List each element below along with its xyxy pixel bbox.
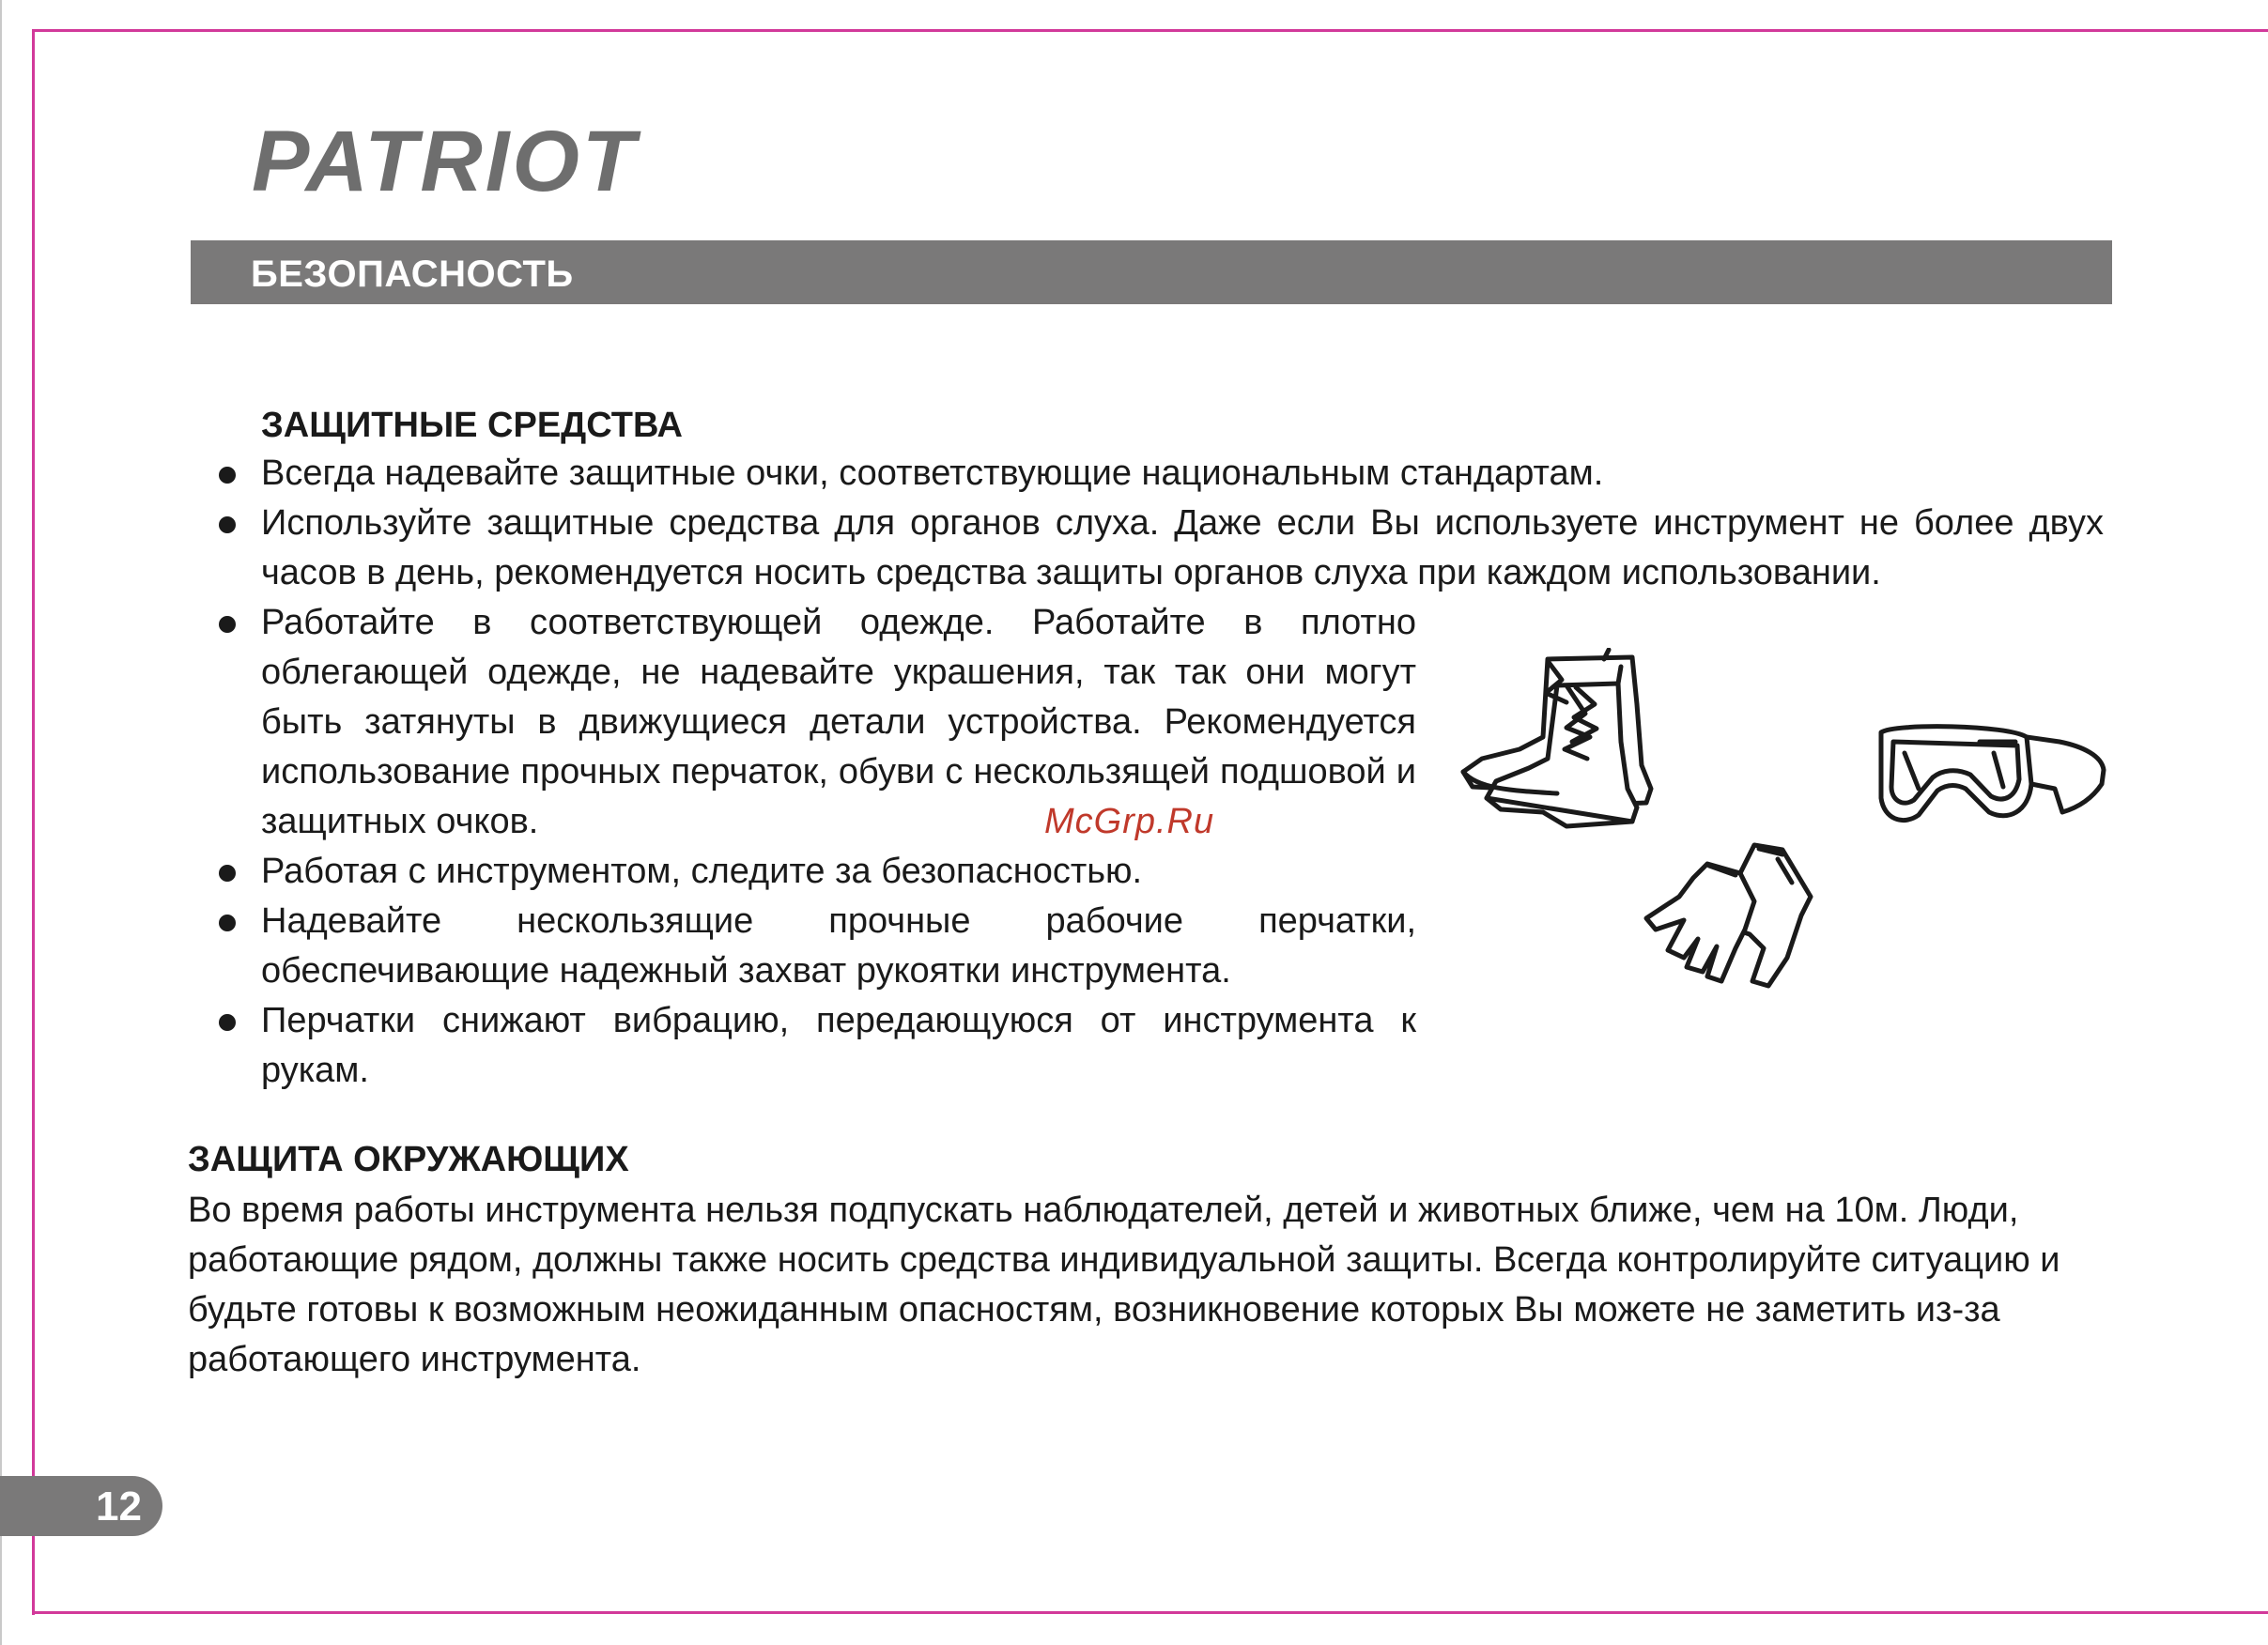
section-band [191, 240, 2112, 304]
trim-line-top [34, 29, 2268, 32]
bystanders-section [188, 1136, 2113, 1385]
page-edge [0, 0, 2, 1645]
list-item: Надевайте нескользящие прочные рабочие перчатки, обеспечивающие надежный захват рукоятки инструмента. [216, 897, 1416, 996]
boots-icon [1463, 650, 1651, 826]
page-number-tab [0, 1476, 162, 1536]
trim-line-left [32, 29, 35, 1615]
trim-line-bottom [34, 1611, 2268, 1614]
list-item: Перчатки снижают вибрацию, передающуюся от инструмента к рукам. [216, 996, 1416, 1096]
page-number: 12 [96, 1484, 142, 1530]
bystanders-heading: ЗАЩИТА ОКРУЖАЮЩИХ [188, 1140, 629, 1179]
list-item: Работайте в соответствующей одежде. Работайте в плотно облегающей одежде, не надевайте украшения, так так они могут быть затянуты в движущиеся детали устройства. Рекомендуется использование прочных перчаток, обуви с нескользящей подшовой и защитных очков. [216, 598, 1416, 847]
gloves-icon [1646, 845, 1811, 986]
protective-gear-illustration [1454, 648, 2111, 1023]
brand-logo: PATRIOT [252, 114, 639, 209]
list-item: Всегда надевайте защитные очки, соответствующие национальным стандартам. [216, 449, 2104, 499]
list-item: Используйте защитные средства для органов слуха. Даже если Вы используете инструмент не более двух часов в день, рекомендуется носить средства защиты органов слуха при каждом использовании. [216, 499, 2104, 598]
bystanders-text: Во время работы инструмента нельзя подпускать наблюдателей, детей и животных ближе, чем на 10м. Люди, работающие рядом, должны также носить средства индивидуальной защиты. Всегда контролируйте ситуацию и будьте готовы к возможным неожиданным опасностям, возникновение которых Вы можете не заметить из-за работающего инструмента. [188, 1191, 2060, 1379]
section-title: БЕЗОПАСНОСТЬ [251, 254, 574, 295]
protective-heading: ЗАЩИТНЫЕ СРЕДСТВА [261, 406, 683, 445]
list-item: Работая с инструментом, следите за безопасностью. [216, 847, 1416, 897]
goggles-icon [1881, 727, 2104, 821]
watermark: McGrp.Ru [1044, 802, 1215, 841]
